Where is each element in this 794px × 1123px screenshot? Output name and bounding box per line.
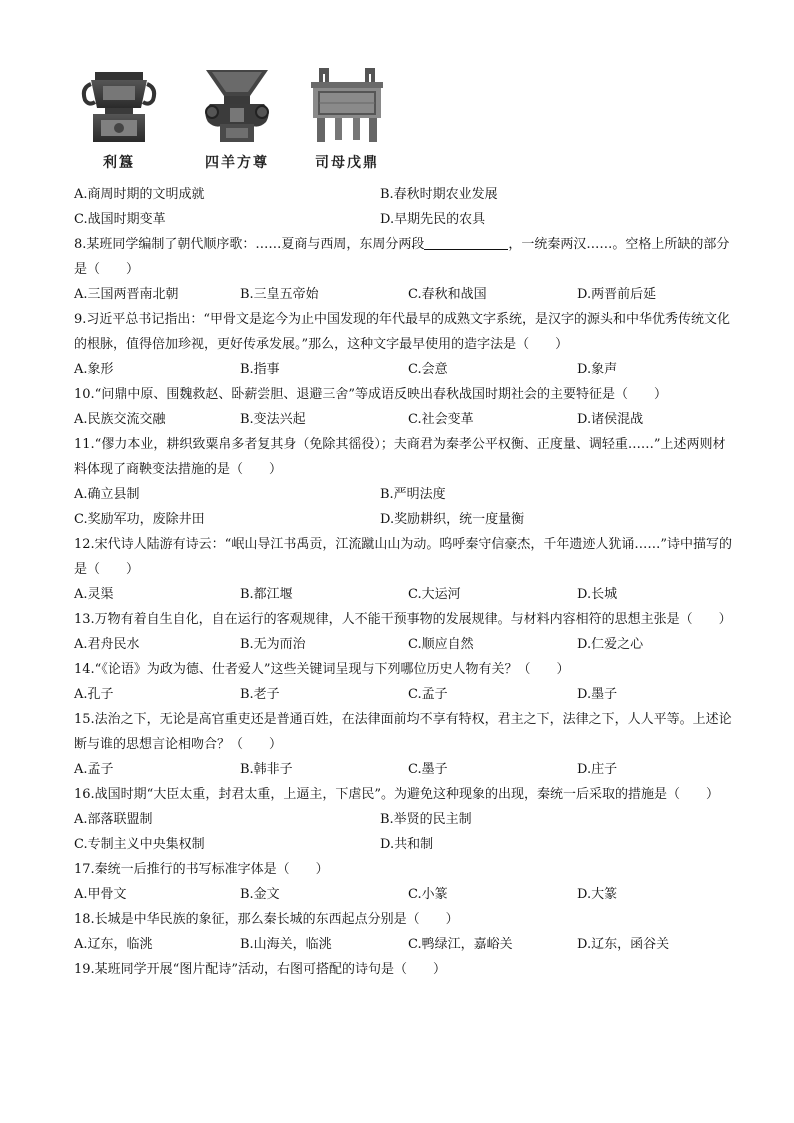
question-stem: 17.秦统一后推行的书写标准字体是（ ） [74,862,329,877]
options-row [74,757,734,782]
option-c[interactable]: C.春秋和战国 [408,287,487,302]
question-13 [74,607,734,657]
option-b[interactable]: B.金文 [240,887,280,902]
question-18 [74,907,734,957]
question-7 [74,182,734,232]
option-a[interactable]: A.三国两晋南北朝 [74,287,179,302]
option-d[interactable]: D.诸侯混战 [577,412,644,427]
option-d[interactable]: D.奖励耕织，统一度量衡 [380,512,525,527]
options-row [74,832,734,857]
figure-four-ram-zun [192,66,282,172]
question-16 [74,782,734,857]
question-stem: 14.“《论语》为政为德、仕者爱人”这些关键词呈现与下列哪位历史人物有关？（ ） [74,662,570,677]
option-d[interactable]: D.长城 [577,587,618,602]
question-stem [74,232,734,282]
option-d[interactable]: D.大篆 [577,887,618,902]
figure-caption: 利簋 [103,155,135,171]
bronze-gui-vessel-icon [79,66,159,144]
option-a[interactable]: A.孔子 [74,687,114,702]
option-b[interactable]: B.严明法度 [380,487,446,502]
option-c[interactable]: C.会意 [408,362,448,377]
option-b[interactable]: B.老子 [240,687,280,702]
figure-li-gui [74,66,164,172]
options-row [74,932,734,957]
option-a[interactable]: A.确立县制 [74,487,140,502]
option-c[interactable]: C.专制主义中央集权制 [74,837,205,852]
options-row [74,682,734,707]
option-c[interactable]: C.鸭绿江，嘉峪关 [408,937,513,952]
figure-caption: 司母戊鼎 [315,155,379,171]
option-b[interactable]: B.变法兴起 [240,412,306,427]
option-d[interactable]: D.两晋前后延 [577,287,657,302]
options-row [74,182,734,207]
option-c[interactable]: C.小篆 [408,887,448,902]
question-stem: 13.万物有着自生自化，自在运行的客观规律，人不能干预事物的发展规律。与材料内容相符的思想主张是（ ） [74,612,732,627]
question-stem: 10.“问鼎中原、围魏救赵、卧薪尝胆、退避三舍”等成语反映出春秋战国时期社会的主要特征是（ ） [74,387,667,402]
option-a[interactable]: A.灵渠 [74,587,114,602]
simuwu-ding-icon [305,66,389,144]
option-d[interactable]: D.早期先民的农具 [380,212,486,227]
question-11 [74,432,734,532]
question-stem: 9.习近平总书记指出：“甲骨文是迄今为止中国发现的年代最早的成熟文字系统，是汉字的源头和中华优秀传统文化的根脉，值得倍加珍视，更好传承发展。”那么，这种文字最早使用的造字法是（ ） [74,312,731,352]
options-row [74,282,734,307]
stem-part-2: ，一统秦两汉……。空格上所缺的部分是（ ） [74,237,730,277]
bronze-figures [74,66,734,182]
option-d[interactable]: D.仁爱之心 [577,637,644,652]
question-stem: 18.长城是中华民族的象征，那么秦长城的东西起点分别是（ ） [74,912,459,927]
options-row [74,482,734,507]
option-a[interactable]: A.孟子 [74,762,114,777]
fill-blank[interactable] [424,235,508,250]
question-stem: 19.某班同学开展“图片配诗”活动，右图可搭配的诗句是（ ） [74,962,446,977]
option-b[interactable]: B.韩非子 [240,762,293,777]
options-row [74,407,734,432]
question-stem: 15.法治之下，无论是高官重吏还是普通百姓，在法律面前均不享有特权，君主之下，法律之下，人人平等。上述论断与谁的思想言论相吻合？（ ） [74,712,732,752]
option-c[interactable]: C.奖励军功，废除井田 [74,512,205,527]
option-d[interactable]: D.象声 [577,362,618,377]
options-row [74,207,734,232]
question-stem: 11.“僇力本业，耕织致粟帛多者复其身（免除其徭役）；夫商君为秦孝公平权衡、正度量、调轻重……”上述两则材料体现了商鞅变法措施的是（ ） [74,437,726,477]
option-b[interactable]: B.无为而治 [240,637,306,652]
option-b[interactable]: B.春秋时期农业发展 [380,187,498,202]
question-19 [74,957,734,982]
options-row [74,882,734,907]
exam-page [74,66,734,982]
question-stem: 12.宋代诗人陆游有诗云：“岷山导江书禹贡，江流蹴山山为动。呜呼秦守信豪杰，千年遗迹人犹诵……”诗中描写的是（ ） [74,537,732,577]
options-row [74,632,734,657]
option-a[interactable]: A.甲骨文 [74,887,127,902]
option-b[interactable]: B.都江堰 [240,587,293,602]
question-12 [74,532,734,607]
option-d[interactable]: D.庄子 [577,762,618,777]
figure-caption: 四羊方尊 [205,155,269,171]
stem-part-1: 8.某班同学编制了朝代顺序歌：……夏商与西周，东周分两段 [74,237,425,252]
options-row [74,582,734,607]
option-b[interactable]: B.山海关，临洮 [240,937,332,952]
question-10 [74,382,734,432]
option-c[interactable]: C.社会变革 [408,412,474,427]
question-14 [74,657,734,707]
four-ram-square-zun-icon [196,66,278,144]
question-15 [74,707,734,782]
option-a[interactable]: A.君舟民水 [74,637,140,652]
options-row [74,357,734,382]
option-a[interactable]: A.商周时期的文明成就 [74,187,205,202]
option-c[interactable]: C.大运河 [408,587,461,602]
option-a[interactable]: A.辽东，临洮 [74,937,153,952]
options-row [74,807,734,832]
option-c[interactable]: C.孟子 [408,687,448,702]
option-d[interactable]: D.墨子 [577,687,618,702]
option-d[interactable]: D.辽东，函谷关 [577,937,670,952]
question-17 [74,857,734,907]
option-c[interactable]: C.墨子 [408,762,448,777]
option-d[interactable]: D.共和制 [380,837,434,852]
option-a[interactable]: A.民族交流交融 [74,412,166,427]
options-row [74,507,734,532]
option-c[interactable]: C.顺应自然 [408,637,474,652]
option-a[interactable]: A.象形 [74,362,114,377]
question-stem: 16.战国时期“大臣太重，封君太重，上逼主，下虐民”。为避免这种现象的出现，秦统一后采取的措施是（ ） [74,787,719,802]
option-b[interactable]: B.指事 [240,362,280,377]
option-c[interactable]: C.战国时期变革 [74,212,166,227]
option-b[interactable]: B.举贤的民主制 [380,812,472,827]
question-8 [74,232,734,307]
option-a[interactable]: A.部落联盟制 [74,812,153,827]
question-9 [74,307,734,382]
figure-simuwu-ding [302,66,392,172]
option-b[interactable]: B.三皇五帝始 [240,287,319,302]
